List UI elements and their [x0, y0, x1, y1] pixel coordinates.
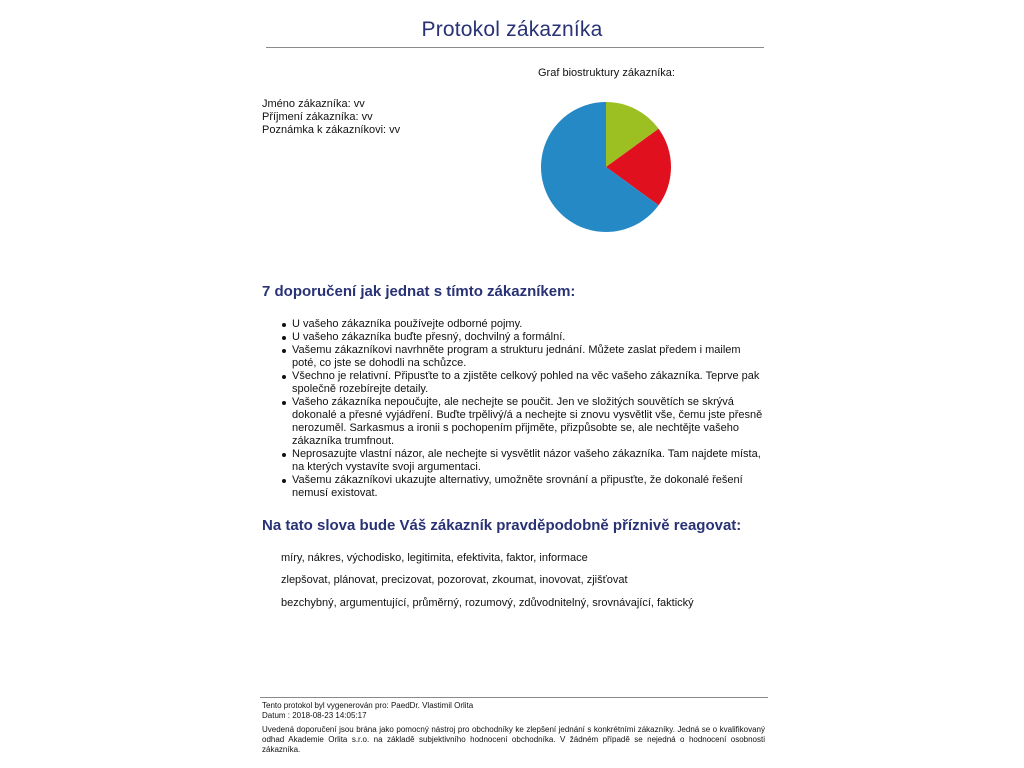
recommendation-item: U vašeho zákazníka používejte odborné pojmy. — [292, 318, 768, 331]
customer-last-name: Příjmení zákazníka: vv — [262, 111, 373, 123]
recommendation-item: Neprosazujte vlastní názor, ale nechejte si vysvětlit názor vašeho zákazníka. Tam najdete místa, na kterých vystavíte svoji argumentaci. — [292, 448, 768, 474]
keywords-line-nouns: míry, nákres, východisko, legitimita, efektivita, faktor, informace — [281, 552, 588, 564]
footer — [262, 701, 765, 755]
recommendation-item: Vašeho zákazníka nepoučujte, ale nechejte se poučit. Jen ve složitých souvětích se skrývá dokonalé a přesné vyjádření. Buďte trpělivý/á a nechejte si znovu vysvětlit vše, čemu jste přesně nerozuměl. Sarkasmus a ironii s pochopením přijměte, přizpůsobte se, ale nechtějte vašeho zákazníka trumfnout. — [292, 396, 768, 448]
footer-disclaimer: Uvedená doporučení jsou brána jako pomocný nástroj pro obchodníky ke zlepšení jednání s konkrétními zákazníky. Jedná se o kvalifikovaný odhad Akademie Orlita s.r.o. na základě subjektivního hodnocení obchodníka. V žádném případě se nejedná o hodnocení osobnosti zákazníka. — [262, 725, 765, 754]
keywords-heading: Na tato slova bude Váš zákazník pravděpodobně příznivě reagovat: — [262, 517, 742, 534]
customer-info — [262, 98, 400, 137]
chart-title: Graf biostruktury zákazníka: — [538, 67, 675, 79]
title-divider — [266, 47, 764, 48]
footer-divider — [260, 697, 768, 698]
keywords-line-verbs: zlepšovat, plánovat, precizovat, pozorovat, zkoumat, inovovat, zjišťovat — [281, 574, 628, 586]
footer-date: Datum : 2018-08-23 14:05:17 — [262, 711, 367, 720]
recommendation-item: U vašeho zákazníka buďte přesný, dochvilný a formální. — [292, 331, 768, 344]
recommendation-item: Vašemu zákazníkovi navrhněte program a strukturu jednání. Můžete zaslat předem i mailem poté, co jste se dohodli na schůzce. — [292, 344, 768, 370]
page-title: Protokol zákazníka — [421, 18, 603, 41]
recommendation-item: Vašemu zákazníkovi ukazujte alternativy, umožněte srovnání a připusťte, že dokonalé řešení nemusí existovat. — [292, 474, 768, 500]
biostructure-pie-chart — [536, 97, 676, 237]
recommendations-list — [292, 318, 768, 500]
customer-first-name: Jméno zákazníka: vv — [262, 98, 365, 110]
recommendations-heading: 7 doporučení jak jednat s tímto zákazníkem: — [262, 283, 576, 300]
customer-note: Poznámka k zákazníkovi: vv — [262, 124, 401, 136]
keywords-line-adjectives: bezchybný, argumentující, průměrný, rozumový, zdůvodnitelný, srovnávající, faktický — [281, 597, 694, 609]
recommendation-item: Všechno je relativní. Připusťte to a zjistěte celkový pohled na věc vašeho zákazníka. Teprve pak společně rozebírejte detaily. — [292, 370, 768, 396]
footer-generated-for: Tento protokol byl vygenerován pro: PaedDr. Vlastimil Orlita — [262, 701, 474, 710]
